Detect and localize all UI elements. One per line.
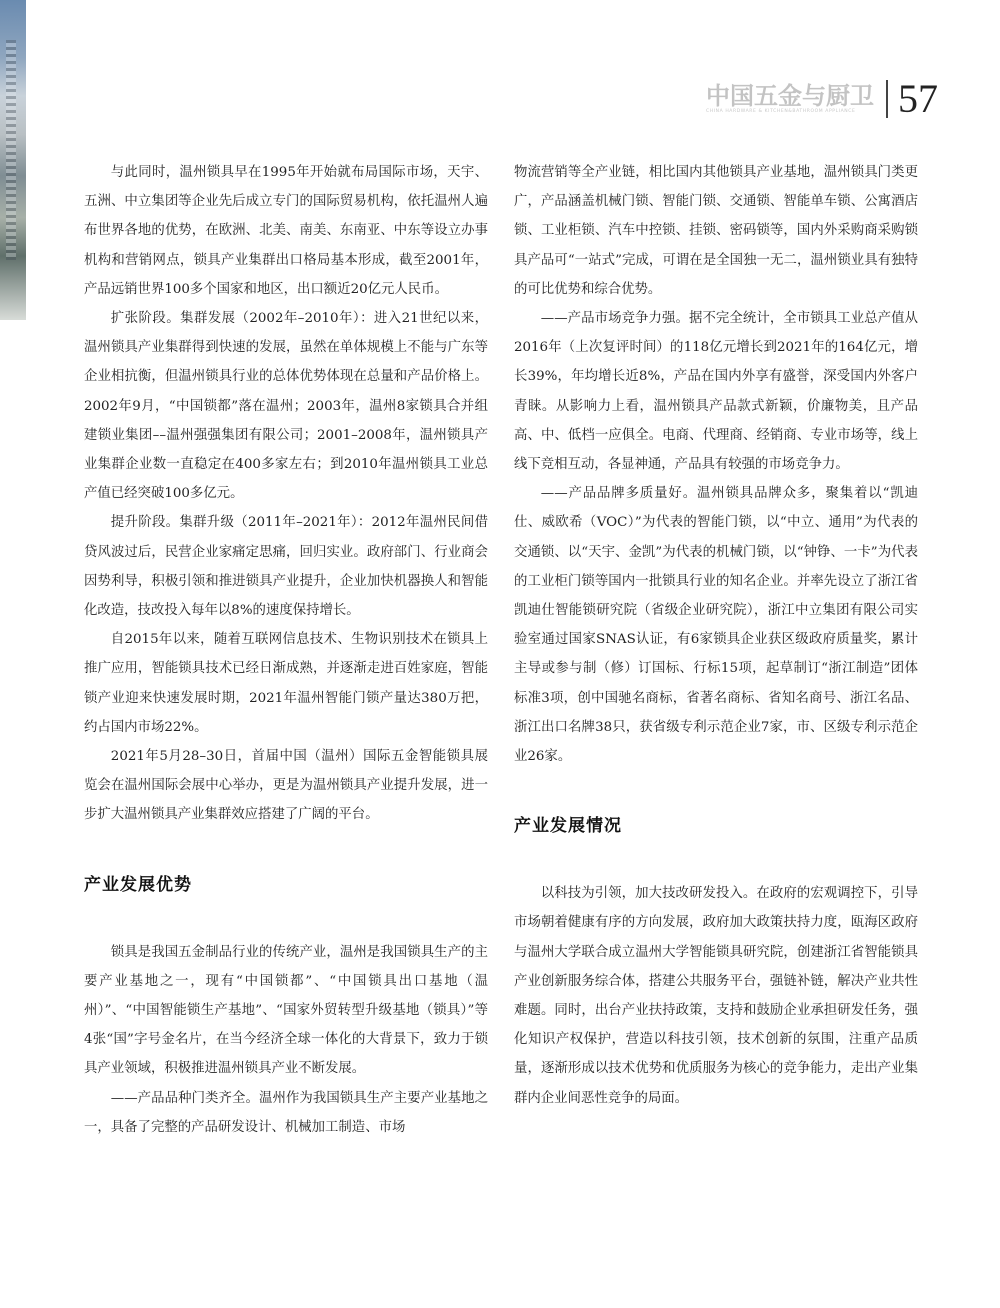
paragraph: 锁具是我国五金制品行业的传统产业，温州是我国锁具生产的主要产业基地之一，现有“中国锁都”、“中国锁具出口基地（温州）”、“中国智能锁生产基地”、“国家外贸转型升级基地（锁具）”等4张“国”字号金名片，在当今经济全球一体化的大背景下，致力于锁具产业领域，积极推进温州锁具产业不断发展。 — [84, 944, 488, 1077]
section-heading: 产业发展优势 — [84, 874, 192, 895]
section-heading: 产业发展情况 — [514, 816, 622, 837]
paragraph: 提升阶段。集群升级（2011年–2021年）：2012年温州民间借贷风波过后，民营企业家痛定思痛，回归实业。政府部门、行业商会因势利导，积极引领和推进锁具产业提升，企业加快机器换人和智能化改造，技改投入每年以8%的速度保持增长。 — [84, 515, 488, 619]
magazine-logo — [706, 83, 874, 115]
paragraph: ——产品市场竞争力强。据不完全统计，全市锁具工业总产值从2016年（上次复评时间）的118亿元增长到2021年的164亿元，增长39%，年均增长近8%，产品在国内外享有盛誉，深受国内外客户青睐。从影响力上看，温州锁具产品款式新颖，价廉物美，且产品高、中、低档一应俱全。电商、代理商、经销商、专业市场等，线上线下竞相互动，各显神通，产品具有较强的市场竞争力。 — [514, 311, 918, 473]
paragraph-continued: 物流营销等全产业链，相比国内其他锁具产业基地，温州锁具门类更广，产品涵盖机械门锁、智能门锁、交通锁、智能单车锁、公寓酒店锁、工业柜锁、汽车中控锁、挂锁、密码锁等，国内外采购商采购锁具产品可“一站式”完成，可谓在是全国独一无二，温州锁业具有独特的可比优势和综合优势。 — [514, 165, 918, 297]
cover-photo-edge — [0, 0, 26, 320]
right-column — [514, 158, 918, 1113]
paragraph: 与此同时，温州锁具早在1995年开始就布局国际市场，天宇、五洲、中立集团等企业先后成立专门的国际贸易机构，依托温州人遍布世界各地的优势，在欧洲、北美、南美、东南亚、中东等设立办事机构和营销网点，锁具产业集群出口格局基本形成，截至2001年，产品远销世界100多个国家和地区，出口额近20亿元人民币。 — [84, 165, 488, 297]
magazine-logo-text: 中国五金与厨卫 — [706, 82, 874, 110]
magazine-logo-subtext: CHINA HARDWARE & KITCHEN&BATHROOM APPLIANCE — [706, 109, 856, 114]
page-number: 57 — [898, 76, 938, 121]
paragraph: 自2015年以来，随着互联网信息技术、生物识别技术在锁具上推广应用，智能锁具技术已经日渐成熟，并逐渐走进百姓家庭，智能锁产业迎来快速发展时期，2021年温州智能门锁产量达380万把，约占国内市场22%。 — [84, 632, 488, 735]
paragraph: ——产品品种门类齐全。温州作为我国锁具生产主要产业基地之一，具备了完整的产品研发设计、机械加工制造、市场 — [84, 1090, 488, 1135]
page-header — [706, 78, 938, 120]
left-column — [84, 158, 488, 1142]
paragraph: 以科技为引领，加大技改研发投入。在政府的宏观调控下，引导市场朝着健康有序的方向发展，政府加大政策扶持力度，瓯海区政府与温州大学联合成立温州大学智能锁具研究院，创建浙江省智能锁具产业创新服务综合体，搭建公共服务平台，强链补链，解决产业共性难题。同时，出台产业扶持政策，支持和鼓励企业承担研发任务，强化知识产权保护，营造以科技引领，技术创新的氛围，注重产品质量，逐渐形成以技术优势和优质服务为核心的竞争能力，走出产业集群内企业间恶性竞争的局面。 — [514, 886, 918, 1106]
paragraph: ——产品品牌多质量好。温州锁具品牌众多，聚集着以“凯迪仕、威欧希（VOC）”为代表的智能门锁，以“中立、通用”为代表的交通锁、以“天宇、金凯”为代表的机械门锁，以“钟铮、一卡”为代表的工业柜门锁等国内一批锁具行业的知名企业。并率先设立了浙江省凯迪仕智能锁研究院（省级企业研究院），浙江中立集团有限公司实验室通过国家SNAS认证，有6家锁具企业获区级政府质量奖，累计主导或参与制（修）订国标、行标15项，起草制订“浙江制造”团体标准3项，创中国驰名商标，省著名商标、省知名商号、浙江名品、浙江出口名牌38只，获省级专利示范企业7家，市、区级专利示范企业26家。 — [514, 486, 918, 765]
paragraph: 扩张阶段。集群发展（2002年–2010年）：进入21世纪以来，温州锁具产业集群得到快速的发展，虽然在单体规模上不能与广东等企业相抗衡，但温州锁具行业的总体优势体现在总量和产品价格上。2002年9月，“中国锁都”落在温州；2003年，温州8家锁具合并组建锁业集团––温州强强集团有限公司；2001–2008年，温州锁具产业集群企业数一直稳定在400多家左右；到2010年温州锁具工业总产值已经突破100多亿元。 — [84, 311, 488, 502]
header-divider — [886, 80, 888, 118]
paragraph: 2021年5月28–30日，首届中国（温州）国际五金智能锁具展览会在温州国际会展中心举办，更是为温州锁具产业提升发展，进一步扩大温州锁具产业集群效应搭建了广阔的平台。 — [84, 749, 488, 823]
